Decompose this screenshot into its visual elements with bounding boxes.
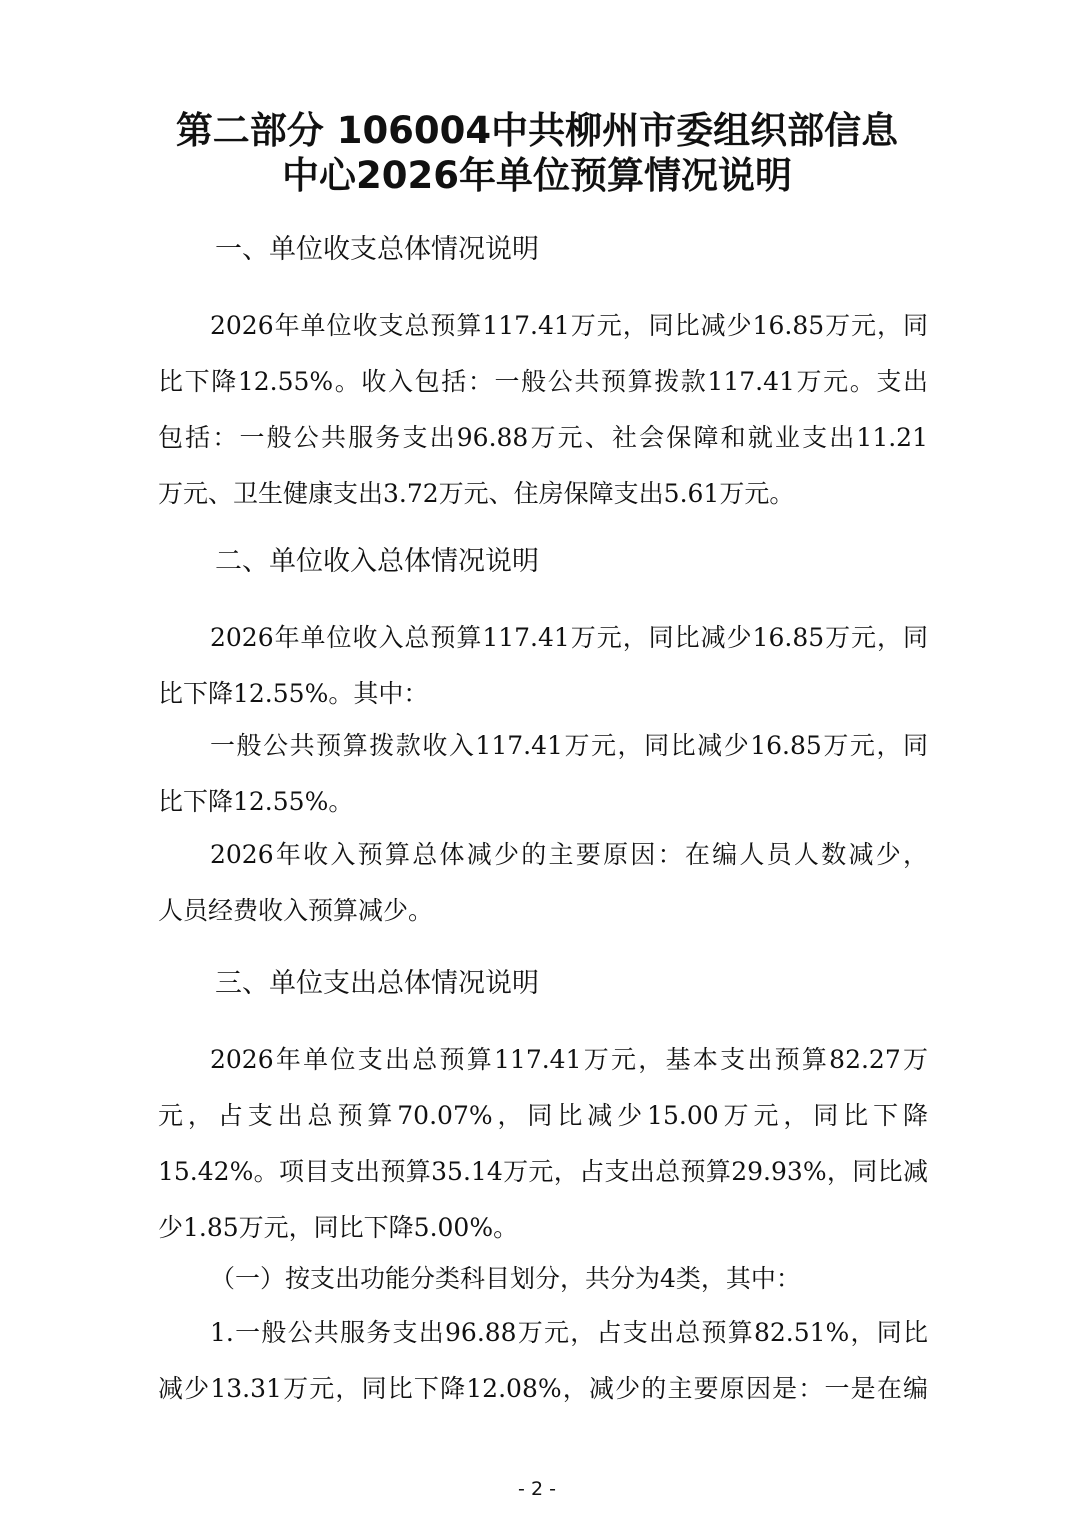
section-3-heading: 三、单位支出总体情况说明: [215, 968, 539, 999]
section-2-paragraph-1: [158, 610, 928, 722]
section-3-paragraph-3: [158, 1305, 928, 1417]
title-line-2: 中心2026年单位预算情况说明: [282, 154, 792, 197]
paragraph-line: 2026年单位收支总预算117.41万元，同比减少16.85万元，同: [210, 311, 928, 340]
paragraph-line: 人员经费收入预算减少。: [158, 896, 434, 925]
section-2-paragraph-3: [158, 827, 928, 939]
paragraph-line: 比下降12.55%。: [158, 787, 354, 816]
page-title: [60, 108, 1014, 198]
section-2-paragraph-2: [158, 718, 928, 830]
paragraph-line: 比下降12.55%。收入包括：一般公共预算拨款117.41万元。支出: [158, 367, 928, 396]
paragraph-line: 2026年单位支出总预算117.41万元，基本支出预算82.27万: [210, 1045, 928, 1074]
section-3-paragraph-2: [158, 1251, 928, 1307]
paragraph-line: （一）按支出功能分类科目划分，共分为4类，其中：: [210, 1264, 801, 1293]
paragraph-line: 包括：一般公共服务支出96.88万元、社会保障和就业支出11.21: [158, 423, 928, 452]
paragraph-line: 减少13.31万元，同比下降12.08%，减少的主要原因是：一是在编: [158, 1374, 928, 1403]
paragraph-line: 一般公共预算拨款收入117.41万元，同比减少16.85万元，同: [210, 731, 928, 760]
paragraph-line: 少1.85万元，同比下降5.00%。: [158, 1213, 519, 1242]
paragraph-line: 1.一般公共服务支出96.88万元，占支出总预算82.51%，同比: [210, 1318, 928, 1347]
paragraph-line: 比下降12.55%。其中：: [158, 679, 429, 708]
section-1-paragraph-1: [158, 298, 928, 522]
paragraph-line: 15.42%。项目支出预算35.14万元，占支出总预算29.93%，同比减: [158, 1157, 928, 1186]
paragraph-line: 元，占支出总预算70.07%，同比减少15.00万元，同比下降: [158, 1101, 928, 1130]
page-number: - 2 -: [518, 1478, 556, 1500]
section-2-heading: 二、单位收入总体情况说明: [215, 546, 539, 577]
paragraph-line: 2026年单位收入总预算117.41万元，同比减少16.85万元，同: [210, 623, 928, 652]
title-line-1: 第二部分 106004中共柳州市委组织部信息: [175, 109, 899, 152]
paragraph-line: 万元、卫生健康支出3.72万元、住房保障支出5.61万元。: [158, 479, 795, 508]
paragraph-line: 2026年收入预算总体减少的主要原因：在编人员人数减少，: [210, 840, 928, 869]
section-1-heading: 一、单位收支总体情况说明: [215, 234, 539, 265]
section-3-paragraph-1: [158, 1032, 928, 1256]
